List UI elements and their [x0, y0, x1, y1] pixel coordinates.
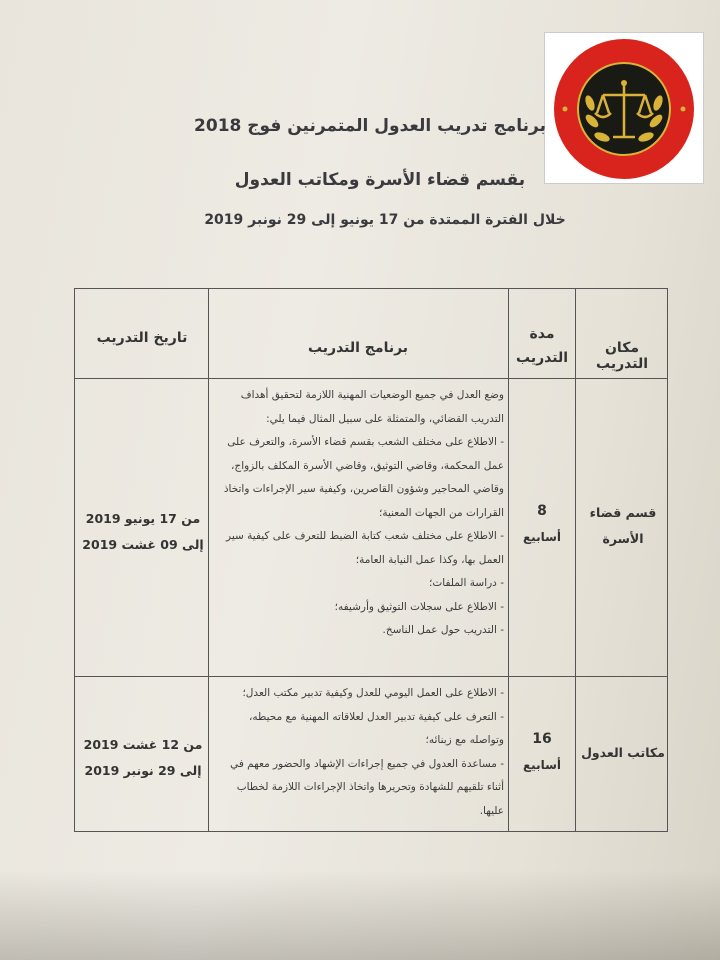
col-header-date: تاريخ التدريب: [96, 330, 188, 346]
list-item: - دراسة الملفات؛: [214, 572, 504, 596]
row1-duration-num: 8: [537, 503, 547, 519]
list-item: - الاطلاع على مختلف الشعب بقسم قضاء الأسرة، والتعرف على عمل المحكمة، وقاضي التوثيق، وقاضي الأسرة المكلف بالزواج، وقاضي المحاجير وشؤون القاصرين، وكيفية سير الإجراءات واتخاذ القرارات من الجهات المعنية؛: [214, 431, 504, 525]
page-shadow: [0, 870, 720, 960]
row1-program-intro: وضع العدل في جميع الوضعيات المهنية اللازمة لتحقيق أهداف التدريب القضائي، والمتمثلة على سبيل المثال فيما يلي:: [240, 389, 504, 425]
row2-place: مكاتب العدول: [581, 745, 665, 760]
list-item: - التدريب حول عمل الناسخ.: [214, 619, 504, 643]
col-header-place: مكان التدريب: [596, 340, 648, 372]
col-header-program: برنامج التدريب: [307, 340, 409, 356]
col-divider: [208, 288, 209, 832]
document-title: برنامج تدريب العدول المتمرنين فوج 2018: [194, 116, 546, 136]
row1-program: [214, 384, 504, 643]
document-period: خلال الفترة الممتدة من 17 يونيو إلى 29 نونبر 2019: [204, 212, 566, 228]
row2-date-to: إلى 29 نونبر 2019: [84, 763, 202, 778]
organization-logo: [544, 32, 704, 184]
row1-date-from: من 17 يونيو 2019: [85, 511, 201, 526]
list-item: - الاطلاع على مختلف شعب كتابة الضبط للتعرف على كيفية سير العمل بها، وكذا عمل النيابة العامة؛: [214, 525, 504, 572]
row-divider: [74, 676, 668, 677]
col-divider: [508, 288, 509, 832]
list-item: - الاطلاع على العمل اليومي للعدل وكيفية تدبير مكتب العدل؛: [214, 682, 504, 706]
col-divider: [575, 288, 576, 832]
row1-place: قسم قضاء الأسرة: [589, 505, 657, 546]
document-subtitle: بقسم قضاء الأسرة ومكاتب العدول: [234, 170, 526, 190]
row2-duration-num: 16: [532, 731, 552, 747]
row1-date-to: إلى 09 غشت 2019: [82, 537, 204, 552]
row1-duration-unit: أسابيع: [522, 530, 562, 544]
list-item: - مساعدة العدول في جميع إجراءات الإشهاد والحضور معهم في أثناء تلقيهم للشهادة وتحريرها واتخاذ الإجراءات اللازمة لخطاب عليها.: [214, 753, 504, 824]
col-header-duration: مدة التدريب: [516, 326, 568, 366]
row2-dates: [80, 732, 206, 784]
list-item: - الاطلاع على سجلات التوثيق وأرشيفه؛: [214, 596, 504, 620]
row2-program: [214, 682, 504, 823]
row2-duration: [512, 726, 572, 778]
row2-date-from: من 12 غشت 2019: [83, 737, 203, 752]
row1-duration: [512, 498, 572, 550]
row2-duration-unit: أسابيع: [522, 758, 562, 772]
row-divider: [74, 378, 668, 379]
list-item: - التعرف على كيفية تدبير العدل لعلاقاته المهنية مع محيطه، وتواصله مع زبنائه؛: [214, 706, 504, 753]
scales-of-justice-emblem-icon: [545, 33, 703, 183]
row1-dates: [80, 506, 206, 558]
